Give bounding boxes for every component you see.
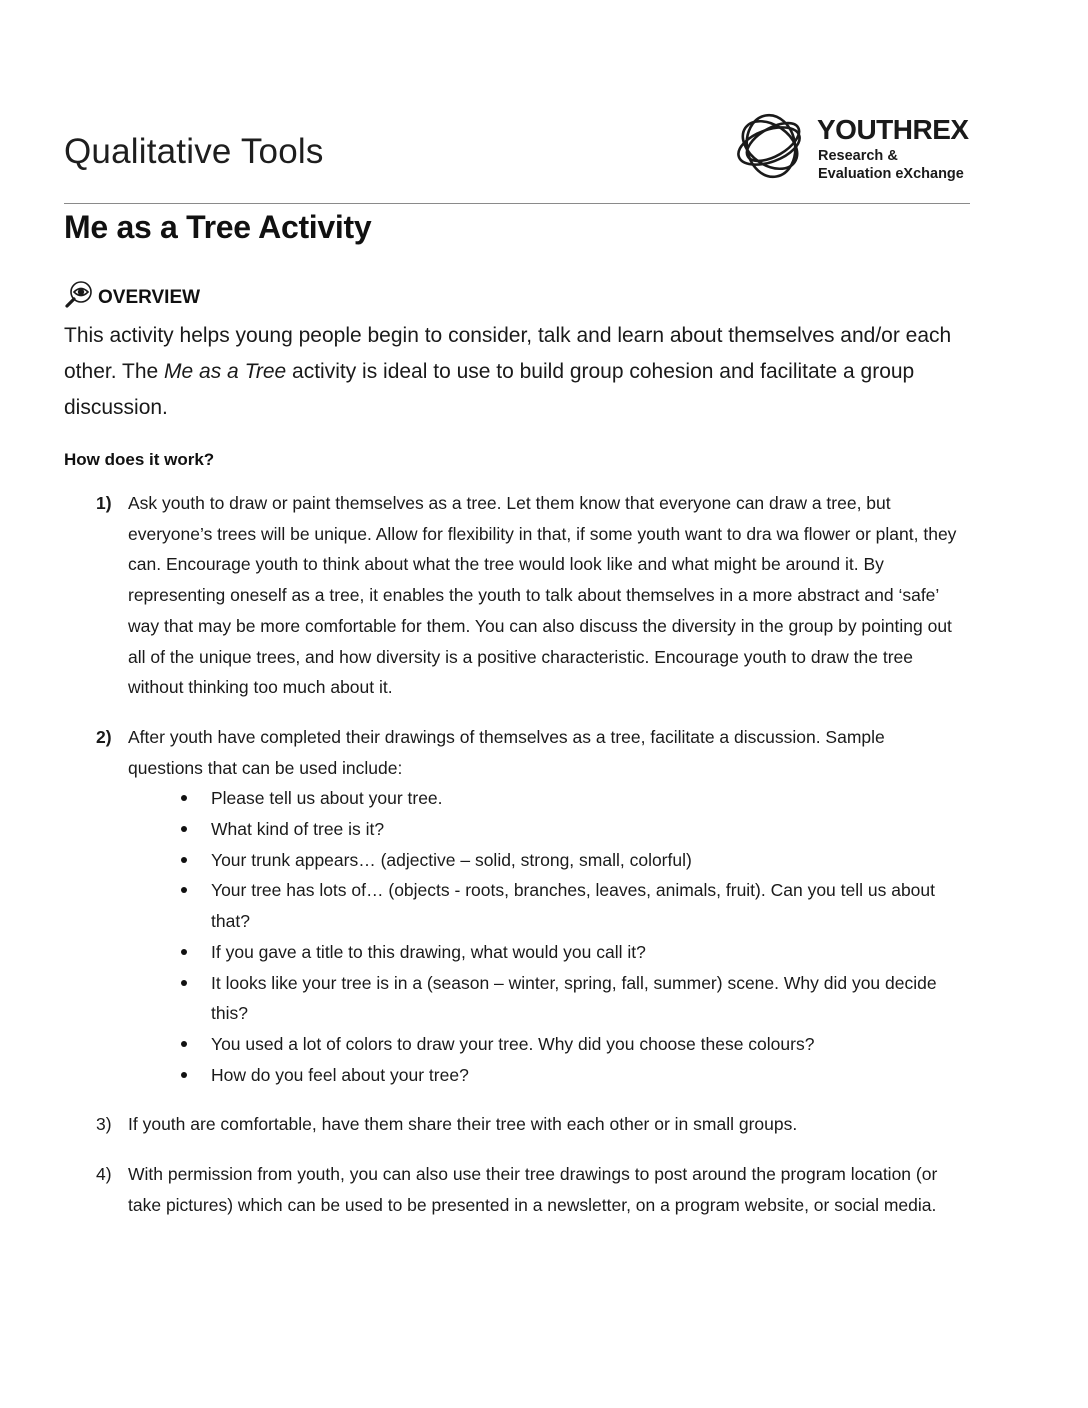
step-number: 3) — [96, 1114, 112, 1135]
globe-rings-icon — [733, 108, 809, 184]
page-header-title: Qualitative Tools — [64, 132, 324, 171]
list-item: If you gave a title to this drawing, what would you call it? — [128, 937, 964, 968]
overview-text-start: This activity helps young people begin to consider, talk and learn about themselves and/or each other. The — [64, 324, 952, 383]
steps-list — [64, 488, 964, 1239]
step-1 — [64, 488, 964, 703]
question-list — [128, 783, 964, 1090]
overview-paragraph — [64, 318, 984, 426]
step-2 — [64, 722, 964, 1090]
overview-label: OVERVIEW — [98, 287, 201, 308]
step-4 — [64, 1159, 964, 1220]
list-item: Your tree has lots of… (objects - roots, branches, leaves, animals, fruit). Can you tell us about that? — [128, 875, 964, 936]
step-number: 1) — [96, 493, 112, 513]
document-title: Me as a Tree Activity — [64, 209, 372, 245]
youthrex-logo — [733, 108, 973, 184]
step-number: 4) — [96, 1164, 112, 1185]
step-text: If youth are comfortable, have them share their tree with each other or in small groups. — [128, 1114, 798, 1135]
logo-tagline-line2: Evaluation eXchange — [818, 166, 964, 182]
header-divider — [64, 203, 970, 204]
list-item: It looks like your tree is in a (season – winter, spring, fall, summer) scene. Why did you decide this? — [128, 968, 964, 1029]
logo-wordmark: YOUTHREX — [817, 114, 969, 145]
step-text: Ask youth to draw or paint themselves as a tree. Let them know that everyone can draw a tree, but everyone’s trees will be unique. Allow for flexibility in that, if some youth want to dra wa flower or plant, they can. Encourage youth to think about what the tree would look like and what might be around it. By representing oneself as a tree, it enables the youth to talk about themselves in a more abstract and ‘safe’ way that may be more comfortable for them. You can also discuss the diversity in the group by pointing out all of the unique trees, and how diversity is a positive characteristic. Encourage youth to draw the tree without thinking too much about it. — [128, 493, 957, 698]
how-it-works-heading: How does it work? — [64, 450, 215, 469]
step-text: With permission from youth, you can also use their tree drawings to post around the program location (or take pictures) which can be used to be presented in a newsletter, on a program website, or social media. — [128, 1164, 938, 1215]
step-number: 2) — [96, 726, 112, 747]
logo-tagline-line1: Research & — [818, 148, 898, 164]
magnifier-eye-icon — [64, 280, 94, 310]
step-3 — [64, 1109, 964, 1140]
overview-text-end: activity is ideal to use to build group cohesion and facilitate a group discussion. — [64, 360, 915, 419]
list-item: Please tell us about your tree. — [128, 783, 964, 814]
overview-text-italic: Me as a Tree — [164, 360, 287, 383]
list-item: What kind of tree is it? — [128, 814, 964, 845]
step-text: After youth have completed their drawings of themselves as a tree, facilitate a discussion. Sample questions that can be used include: — [128, 726, 885, 778]
list-item: Your trunk appears… (adjective – solid, strong, small, colorful) — [128, 845, 964, 876]
list-item: How do you feel about your tree? — [128, 1060, 964, 1091]
list-item: You used a lot of colors to draw your tree. Why did you choose these colours? — [128, 1029, 964, 1060]
